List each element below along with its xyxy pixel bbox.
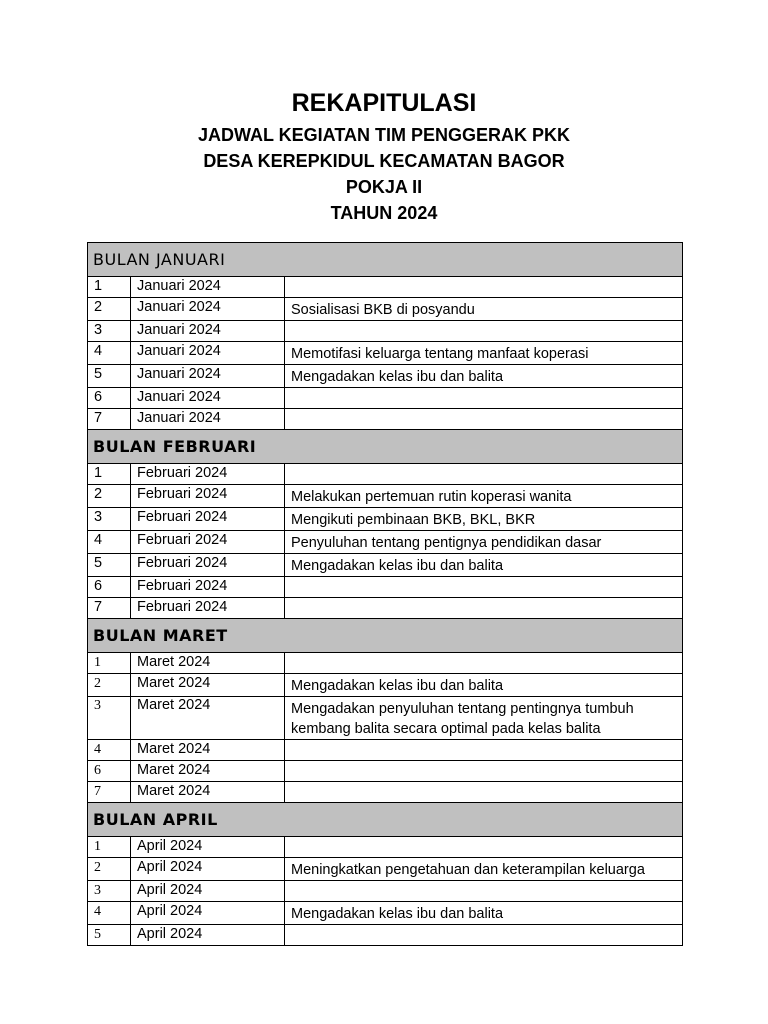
row-number: 5 bbox=[88, 365, 131, 388]
section-header: BULAN FEBRUARI bbox=[88, 430, 683, 464]
row-number: 3 bbox=[88, 508, 131, 531]
document-subtitle-3: POKJA II bbox=[345, 177, 423, 197]
table-row bbox=[88, 321, 683, 342]
table-row bbox=[88, 674, 683, 697]
row-number: 4 bbox=[88, 342, 131, 365]
row-activity bbox=[285, 464, 683, 485]
row-date: Januari 2024 bbox=[131, 388, 285, 409]
row-date: Maret 2024 bbox=[131, 740, 285, 761]
row-number: 4 bbox=[88, 902, 131, 925]
row-activity bbox=[285, 321, 683, 342]
row-date: April 2024 bbox=[131, 858, 285, 881]
row-number: 7 bbox=[88, 598, 131, 619]
row-number: 2 bbox=[88, 674, 131, 697]
row-number: 5 bbox=[88, 925, 131, 946]
row-activity bbox=[285, 277, 683, 298]
row-date: Februari 2024 bbox=[131, 598, 285, 619]
row-activity: Mengadakan kelas ibu dan balita bbox=[285, 902, 683, 925]
row-number: 1 bbox=[88, 464, 131, 485]
row-activity bbox=[285, 761, 683, 782]
row-activity bbox=[285, 598, 683, 619]
row-date: Februari 2024 bbox=[131, 485, 285, 508]
row-activity bbox=[285, 837, 683, 858]
row-date: Februari 2024 bbox=[131, 464, 285, 485]
row-number: 6 bbox=[88, 577, 131, 598]
table-row bbox=[88, 554, 683, 577]
row-number: 2 bbox=[88, 858, 131, 881]
row-date: Januari 2024 bbox=[131, 409, 285, 430]
row-number: 3 bbox=[88, 881, 131, 902]
table-row bbox=[88, 761, 683, 782]
row-date: Maret 2024 bbox=[131, 761, 285, 782]
row-activity: Mengadakan penyuluhan tentang pentingnya tumbuh kembang balita secara optimal pada kelas balita bbox=[285, 697, 683, 740]
table-row bbox=[88, 485, 683, 508]
document-subtitle-1: JADWAL KEGIATAN TIM PENGGERAK PKK bbox=[197, 125, 570, 145]
row-date: April 2024 bbox=[131, 925, 285, 946]
row-activity: Mengadakan kelas ibu dan balita bbox=[285, 365, 683, 388]
row-activity bbox=[285, 925, 683, 946]
row-date: Februari 2024 bbox=[131, 577, 285, 598]
table-row bbox=[88, 298, 683, 321]
row-date: Januari 2024 bbox=[131, 365, 285, 388]
section-header-row bbox=[88, 619, 683, 653]
row-activity: Melakukan pertemuan rutin koperasi wanita bbox=[285, 485, 683, 508]
table-row bbox=[88, 464, 683, 485]
table-row bbox=[88, 577, 683, 598]
row-activity: Mengadakan kelas ibu dan balita bbox=[285, 554, 683, 577]
row-date: Januari 2024 bbox=[131, 321, 285, 342]
row-date: Maret 2024 bbox=[131, 782, 285, 803]
table-row bbox=[88, 858, 683, 881]
row-date: Maret 2024 bbox=[131, 674, 285, 697]
table-row bbox=[88, 531, 683, 554]
row-number: 4 bbox=[88, 531, 131, 554]
table-row bbox=[88, 902, 683, 925]
section-header-row bbox=[88, 803, 683, 837]
table-row bbox=[88, 837, 683, 858]
row-date: Februari 2024 bbox=[131, 554, 285, 577]
row-number: 1 bbox=[88, 653, 131, 674]
document-title-block bbox=[0, 86, 768, 226]
row-date: Januari 2024 bbox=[131, 342, 285, 365]
row-activity bbox=[285, 388, 683, 409]
table-row bbox=[88, 697, 683, 740]
row-number: 3 bbox=[88, 321, 131, 342]
section-header-row bbox=[88, 430, 683, 464]
document-subtitle-2: DESA KEREPKIDUL KECAMATAN BAGOR bbox=[203, 151, 565, 171]
row-date: Januari 2024 bbox=[131, 298, 285, 321]
row-date: April 2024 bbox=[131, 837, 285, 858]
row-date: Februari 2024 bbox=[131, 508, 285, 531]
table-row bbox=[88, 598, 683, 619]
table-row bbox=[88, 653, 683, 674]
row-activity bbox=[285, 577, 683, 598]
row-date: Maret 2024 bbox=[131, 653, 285, 674]
table-row bbox=[88, 740, 683, 761]
table-row bbox=[88, 365, 683, 388]
section-header: BULAN APRIL bbox=[88, 803, 683, 837]
row-activity: Mengadakan kelas ibu dan balita bbox=[285, 674, 683, 697]
row-number: 5 bbox=[88, 554, 131, 577]
row-date: April 2024 bbox=[131, 881, 285, 902]
section-header: BULAN JANUARI bbox=[88, 243, 683, 277]
document-title: REKAPITULASI bbox=[291, 89, 477, 117]
row-activity bbox=[285, 653, 683, 674]
row-number: 7 bbox=[88, 782, 131, 803]
row-activity bbox=[285, 409, 683, 430]
row-date: Februari 2024 bbox=[131, 531, 285, 554]
table-row bbox=[88, 342, 683, 365]
row-activity bbox=[285, 782, 683, 803]
row-number: 1 bbox=[88, 277, 131, 298]
row-activity bbox=[285, 881, 683, 902]
row-activity: Meningkatkan pengetahuan dan keterampilan keluarga bbox=[285, 858, 683, 881]
table-row bbox=[88, 782, 683, 803]
row-number: 4 bbox=[88, 740, 131, 761]
table-row bbox=[88, 508, 683, 531]
row-number: 2 bbox=[88, 298, 131, 321]
row-number: 2 bbox=[88, 485, 131, 508]
document-subtitle-4: TAHUN 2024 bbox=[330, 203, 438, 223]
row-date: Januari 2024 bbox=[131, 277, 285, 298]
row-number: 6 bbox=[88, 761, 131, 782]
section-header-row bbox=[88, 243, 683, 277]
row-number: 6 bbox=[88, 388, 131, 409]
row-date: April 2024 bbox=[131, 902, 285, 925]
table-row bbox=[88, 881, 683, 902]
row-activity bbox=[285, 740, 683, 761]
row-activity: Penyuluhan tentang pentignya pendidikan dasar bbox=[285, 531, 683, 554]
row-number: 7 bbox=[88, 409, 131, 430]
row-activity: Mengikuti pembinaan BKB, BKL, BKR bbox=[285, 508, 683, 531]
section-header: BULAN MARET bbox=[88, 619, 683, 653]
row-activity: Memotifasi keluarga tentang manfaat koperasi bbox=[285, 342, 683, 365]
row-activity: Sosialisasi BKB di posyandu bbox=[285, 298, 683, 321]
table-row bbox=[88, 925, 683, 946]
table-row bbox=[88, 409, 683, 430]
table-row bbox=[88, 388, 683, 409]
table-row bbox=[88, 277, 683, 298]
row-number: 1 bbox=[88, 837, 131, 858]
row-date: Maret 2024 bbox=[131, 697, 285, 740]
row-number: 3 bbox=[88, 697, 131, 740]
schedule-table bbox=[87, 242, 683, 946]
